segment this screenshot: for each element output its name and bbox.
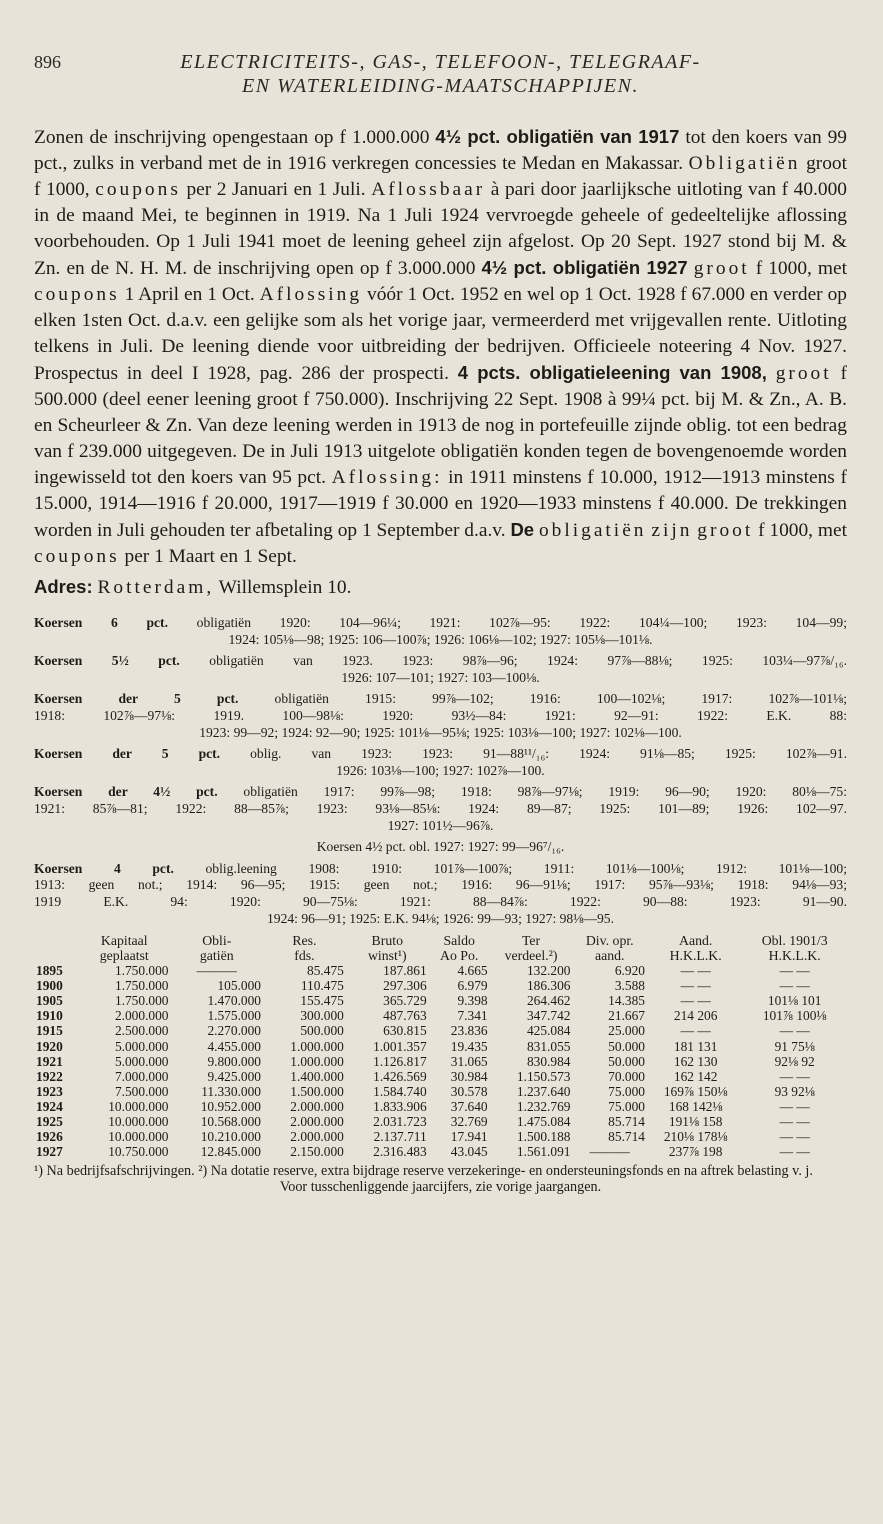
header-title-line1: ELECTRICITEITS-, GAS-, TELEFOON-, TELEGRAAF- [180,51,701,73]
bold-word: De [510,519,535,540]
table-cell: 181 131 [673,1038,718,1054]
price-line: Koersen 4 pct. oblig.leening 1908: 1910: 101⅞—100⅞; 1911: 101⅛—100⅛; 1912: 101⅛—100; [34,860,847,876]
table-row [34,1023,845,1038]
price-entry [34,691,847,741]
table-cell: 1.232.769 [516,1098,571,1114]
table-cell: 75.000 [608,1083,645,1099]
table-cell: 2.000.000 [290,1114,344,1130]
text-run: en 1920—1933 minstens [454,493,652,514]
price-entry [34,839,847,856]
address-city: Rotterdam, [97,577,215,598]
table-cell: 7.000.000 [114,1068,169,1084]
price-line: Koersen 5½ pct. obligatiën van 1923. 1923: 98⅞—96; 1924: 97⅞—88⅛; 1925: 103¼—97⅞/₁₆. [34,653,847,669]
spaced-term: groot [697,520,754,541]
table-cell: 1.000.000 [290,1053,344,1069]
amount: f 750.000). [303,389,390,410]
financial-table [34,933,845,1159]
spaced-term: coupons [95,179,181,200]
price-line: Koersen der 5 pct. obligatiën 1915: 99⅞—102; 1916: 100—102⅛; 1917: 102⅞—101⅛; [34,691,847,707]
table-cell: 630.815 [383,1023,427,1039]
main-paragraph [34,124,847,570]
table-cell: 105.000 [217,978,261,994]
table-row [34,1144,845,1159]
table-cell: — — [779,978,810,994]
table-cell: 19.435 [450,1038,488,1054]
table-cell: 3.588 [614,978,645,994]
price-line: 1921: 85⅞—81; 1922: 88—85⅞; 1923: 93⅛—85⅛: 1924: 89—87; 1925: 101—89; 1926: 102—97. [34,800,847,816]
table-cell: 9.800.000 [207,1053,261,1069]
amount: f 10.000, [587,467,658,488]
table-cell: 75.000 [608,1098,645,1114]
table-cell: 10.000.000 [108,1129,169,1145]
table-cell: 85.714 [608,1129,645,1145]
table-cell: 1.584.740 [373,1083,427,1099]
column-header: Aand. H.K.L.K. [669,933,722,964]
price-label: Koersen der 5 pct. [34,691,275,707]
price-line: 1926: 103⅛—100; 1927: 102⅞—100. [336,762,545,778]
spaced-term: groot [693,258,750,279]
spaced-term: Obligatiën [688,153,801,174]
amount: f 40.000 [781,179,847,200]
year-cell: 1925 [36,1114,63,1130]
table-cell: — — [680,963,711,979]
text-run: 1917—1919 [279,493,376,514]
amount: f 1.000.000 [339,127,430,148]
table-cell: 1.561.091 [516,1144,571,1160]
table-cell: 10.210.000 [200,1129,261,1145]
table-cell: 1.470.000 [207,993,261,1009]
table-cell: 70.000 [608,1068,645,1084]
table-cell: 43.045 [450,1144,488,1160]
price-line: Koersen 6 pct. obligatiën 1920: 104—96¼; 1921: 102⅞—95: 1922: 104¼—100; 1923: 104—99; [34,615,847,630]
table-cell: 264.462 [526,993,571,1009]
price-line: Koersen der 4½ pct. obligatiën 1917: 99⅞—98; 1918: 98⅞—97⅛; 1919: 96—90; 1920: 80⅛—75: [34,784,848,800]
table-cell: 1.475.084 [516,1114,571,1130]
table-row [34,1008,845,1023]
table-cell: 214 206 [673,1008,718,1024]
table-cell: 31.065 [450,1053,488,1069]
year-cell: 1924 [36,1098,63,1114]
text-run: in 1911 minstens [448,467,582,488]
table-row [34,1084,845,1099]
spaced-term: Aflossing [259,284,363,305]
table-cell: 101⅛ 101 [767,993,822,1009]
table-cell: 297.306 [383,978,427,994]
table-cell: 132.200 [526,963,571,979]
price-line: 1924: 105⅛—98; 1925: 106—100⅞; 1926: 106⅛—102; 1927: 105⅛—101⅛. [228,631,653,647]
spaced-term: coupons [34,546,120,567]
text-run: per 1 Maart en 1 Sept. [124,546,297,567]
text-run: (deel eener leening groot [102,389,298,410]
spaced-term: Aflossbaar [371,179,486,200]
table-cell: 1.150.573 [516,1068,571,1084]
table-cell: 85.475 [307,963,344,979]
table-cell: 365.729 [383,993,427,1009]
table-cell: 5.000.000 [114,1038,169,1054]
spaced-term: Aflossing: [331,467,443,488]
bold-heading: 4½ pct. obligatiën 1927 [481,257,688,278]
table-cell: 1.833.906 [373,1098,427,1114]
table-cell: 21.667 [608,1008,645,1024]
price-entry [34,615,847,648]
table-row [34,993,845,1008]
table-row [34,1069,845,1084]
price-line: Koersen 4½ pct. obl. 1927: 1927: 99—96⁷/₁₆. [316,839,565,855]
table-cell: 1.750.000 [114,978,169,994]
price-line: 1923: 99—92; 1924: 92—90; 1925: 101⅛—95⅛; 1925: 103⅛—100; 1927: 102⅛—100. [199,724,682,740]
year-cell: 1926 [36,1129,63,1145]
table-cell: 168 142⅛ [668,1098,723,1114]
table-cell: — — [779,1098,810,1114]
year-cell: 1915 [36,1023,63,1039]
table-cell: 4.665 [457,963,488,979]
table-cell: — — [779,1144,810,1160]
year-cell: 1895 [36,963,63,979]
table-cell: 2.500.000 [114,1023,169,1039]
table-cell: 210⅛ 178⅛ [663,1129,728,1145]
table-cell: 1.750.000 [114,963,169,979]
table-cell: 1.750.000 [114,993,169,1009]
year-cell: 1927 [36,1144,63,1160]
table-cell: 110.475 [300,978,344,994]
table-cell: 14.385 [608,993,645,1009]
table-body [34,963,845,1159]
table-cell: 162 130 [673,1053,718,1069]
table-cell: 32.769 [450,1114,488,1130]
column-header: Obl. 1901/3 H.K.L.K. [761,933,828,964]
year-cell: 1921 [36,1053,63,1069]
table-cell: 2.137.711 [373,1129,427,1145]
text-run: vóór 1 Oct. 1952 en wel op 1 Oct. 1928 [367,284,676,305]
footnotes [34,1163,847,1195]
address-street: Willemsplein 10. [218,577,352,598]
table-cell: 425.084 [526,1023,571,1039]
table-cell: 347.742 [526,1008,571,1024]
table-cell: 2.316.483 [373,1144,427,1160]
text-run: per 2 Januari en 1 Juli. [186,179,366,200]
text-run: De trekkingen worden in Juli gehouden ter afbetaling op 1 September d.a.v. [34,493,847,541]
column-header: Bruto winst¹) [367,933,407,964]
year-cell: 1920 [36,1038,63,1054]
table-cell: 191⅛ 158 [668,1114,723,1130]
price-line: 1926: 107—101; 1927: 103—100⅛. [341,669,540,685]
year-cell: 1922 [36,1068,63,1084]
table-cell: 17.941 [450,1129,488,1145]
table-cell: — — [779,1068,810,1084]
column-header: Saldo Ao Po. [439,933,479,964]
header-title-line2: EN WATERLEIDING-MAATSCHAPPIJEN. [242,75,639,97]
year-cell: 1900 [36,978,63,994]
table-cell: 2.000.000 [114,1008,169,1024]
amount: f 20.000, [201,493,273,514]
table-row [34,1099,845,1114]
table-cell: 37.640 [450,1098,488,1114]
text-run: met [817,520,847,541]
text-run: tot den koers van 99 pct., zulks in verband met de in 1916 verkregen concessies te Medan en Makassar. [34,127,847,174]
address-line [34,574,847,601]
table-cell: — — [779,1129,810,1145]
text-run: groot [806,153,847,174]
amount: f 1000, [758,520,814,541]
table-cell: 9.398 [457,993,488,1009]
table-cell: 487.763 [383,1008,427,1024]
table-cell: 9.425.000 [207,1068,261,1084]
amount: f 1000, [755,258,812,279]
table-header-row [34,933,845,963]
price-line: 1919 E.K. 94: 1920: 90—75⅛: 1921: 88—84⅞: 1922: 90—88: 1923: 91—90. [34,893,847,909]
footnote-1: ¹) Na bedrijfsafschrijvingen. ²) Na dotatie reserve, extra bijdrage reserve verzekeringe- en ondersteuningsfonds en na aftrek belasting v. j. [34,1163,813,1180]
text-run: Inschrijving 22 Sept. 1908 à 99¼ pct. bij M. & Zn., A. B. en Scheurleer & Zn. Van deze leening werden in 1913 de nog in portefeuille zijnde oblig. tot een bedrag van [34,389,847,462]
price-entry [34,653,847,686]
table-cell: 7.341 [457,1008,488,1024]
table-cell: 1.237.640 [516,1083,571,1099]
column-header: Obli- gatiën [199,933,234,964]
table-cell: 4.455.000 [207,1038,261,1054]
table-cell: 2.270.000 [207,1023,261,1039]
column-header: Res. fds. [292,933,317,964]
table-cell: 1.000.000 [290,1038,344,1054]
table-cell: 50.000 [608,1053,645,1069]
year-cell: 1910 [36,1008,63,1024]
bold-heading: 4½ pct. obligatiën van 1917 [435,126,680,147]
table-row [34,963,845,978]
price-line: 1927: 101½—96⅞. [387,817,494,833]
text-run: in de maand Mei, te beginnen in 1919. Na 1 Juli 1924 vervroegde geheele of gedeeltelijke aflossing voorbehouden. Op 1 Juli 1941 moet de leening geheel zijn afgelost. Op 20 Sept. 1927 stond bij M. & Zn. en de N. H. M. de inschrijving open op [34,205,847,279]
page-number: 896 [34,52,61,72]
table-row [34,1129,845,1144]
table-cell: 830.984 [526,1053,571,1069]
price-entry [34,746,847,779]
table-cell: 50.000 [608,1038,645,1054]
table-cell: 6.920 [614,963,645,979]
table-cell: 1.400.000 [290,1068,344,1084]
price-label: Koersen 6 pct. [34,615,197,630]
table-cell: 237⅞ 198 [668,1144,723,1160]
table-cell: 186.306 [526,978,571,994]
amount: f 239.000 [67,441,142,462]
footnote-2: Voor tusschenliggende jaarcijfers, zie vorige jaargangen. [279,1179,602,1196]
table-cell: 2.031.723 [373,1114,427,1130]
table-cell: 10.000.000 [108,1098,169,1114]
text-run: 1914—1916 [98,493,196,514]
table-row [34,1039,845,1054]
table-cell: 10.750.000 [108,1144,169,1160]
table-cell: 30.578 [450,1083,488,1099]
table-cell: 91 75⅛ [774,1038,815,1054]
table-cell: — — [680,993,711,1009]
price-label: Koersen 5½ pct. [34,653,210,669]
table-row [34,1114,845,1129]
price-line: 1913: geen not.; 1914: 96—95; 1915: geen not.; 1916: 96—91⅛; 1917: 95⅞—93⅛; 1918: 94⅛—93; [34,877,847,893]
table-cell: 11.330.000 [201,1083,261,1099]
column-header: Kapitaal geplaatst [99,933,149,964]
table-cell: 300.000 [300,1008,344,1024]
table-cell: 831.055 [526,1038,571,1054]
table-cell: 1.126.817 [373,1053,427,1069]
table-cell: 10.000.000 [108,1114,169,1130]
table-cell: 25.000 [608,1023,645,1039]
table-cell: 2.000.000 [290,1098,344,1114]
price-entry [34,861,847,927]
table-row [34,1054,845,1069]
spaced-term: zijn [651,520,693,541]
table-cell: ——— [196,963,237,979]
table-cell: 30.984 [450,1068,488,1084]
table-cell: 1.575.000 [207,1008,261,1024]
table-cell: 12.845.000 [200,1144,261,1160]
price-history [34,615,847,927]
text-run: à pari door jaarlijksche uitloting van [490,179,777,200]
table-cell: 93 92⅛ [774,1083,815,1099]
amount: f 1000, [34,179,90,200]
amount: f 67.000 [680,284,745,305]
text-run: 1 April en 1 Oct. [124,284,255,305]
table-cell: — — [779,1023,810,1039]
column-header: Div. opr. aand. [585,933,634,964]
address-label: Adres: [34,576,93,597]
price-label: Koersen der 4½ pct. [34,784,244,800]
price-label: Koersen 4 pct. [34,860,206,876]
spaced-term: obligatiën [538,520,647,541]
amount: f 40.000. [657,493,729,514]
table-cell: 2.000.000 [290,1129,344,1145]
table-cell: 7.500.000 [114,1083,169,1099]
table-row [34,978,845,993]
column-header [34,933,78,963]
amount: f 3.000.000 [385,258,476,279]
text-run: Zonen de inschrijving opengestaan op [34,127,334,148]
running-header [34,50,847,98]
table-cell: ——— [589,1144,630,1160]
price-line: 1924: 96—91; 1925: E.K. 94⅛; 1926: 99—93; 1927: 98⅛—95. [266,910,615,926]
year-cell: 1905 [36,993,63,1009]
table-cell: 6.979 [457,978,488,994]
amount: f 30.000 [382,493,449,514]
table-cell: — — [680,1023,711,1039]
table-cell: 2.150.000 [290,1144,344,1160]
text-run: uitgegeven. De in Juli 1913 uitgelote obligatiën konden tegen de bovengenoemde worden ingewisseld tot den koers van 95 pct. [34,441,847,488]
column-header: Ter verdeel.²) [504,933,558,964]
table-cell: — — [779,963,810,979]
text-run: 1912—1913 minstens [663,467,835,488]
table-cell: 10.952.000 [200,1098,261,1114]
table-cell: 500.000 [300,1023,344,1039]
table-cell: — — [779,1114,810,1130]
spaced-term: groot [775,363,832,384]
table-cell: 101⅞ 100⅛ [762,1008,827,1024]
table-cell: 23.836 [450,1023,488,1039]
table-cell: 10.568.000 [200,1114,261,1130]
amount: f 15.000, [34,467,847,514]
amount: f 500.000 [34,363,847,410]
table-cell: 1.426.569 [373,1068,427,1084]
price-line: 1918: 102⅞—97⅛: 1919. 100—98⅛: 1920: 93½—84: 1921: 92—91: 1922: E.K. 88: [34,707,847,723]
text-run: en verder op elken 1sten Oct. d.a.v. een gelijke som als het vorige jaar, vermeerderd met vrijgevallen rente. Uitloting telkens in Juli. De leening diende voor uitbreiding der bedrijven. Officieele noteering 4 Nov. 1927. Prospectus in deel I 1928, pag. 286 der prospecti. [34,284,847,384]
table-cell: 92⅛ 92 [774,1053,815,1069]
table-cell: 5.000.000 [114,1053,169,1069]
table-cell: 1.500.000 [290,1083,344,1099]
year-cell: 1923 [36,1083,63,1099]
table-cell: 162 142 [673,1068,718,1084]
table-cell: 85.714 [608,1114,645,1130]
table-cell: 1.001.357 [373,1038,427,1054]
table-cell: 1.500.188 [516,1129,571,1145]
table-cell: 187.861 [383,963,427,979]
spaced-term: coupons [34,284,120,305]
price-label: Koersen der 5 pct. [34,746,251,762]
table-cell: 155.475 [300,993,344,1009]
price-line: Koersen der 5 pct. oblig. van 1923: 1923: 91—88¹¹/₁₆: 1924: 91⅛—85; 1925: 102⅞—91. [34,746,847,762]
table-cell: 169⅞ 150⅛ [663,1083,728,1099]
bold-heading: 4 pcts. obligatieleening van 1908, [457,362,767,383]
price-entry [34,784,847,834]
table-cell: — — [680,978,711,994]
text-run: met [817,258,847,279]
